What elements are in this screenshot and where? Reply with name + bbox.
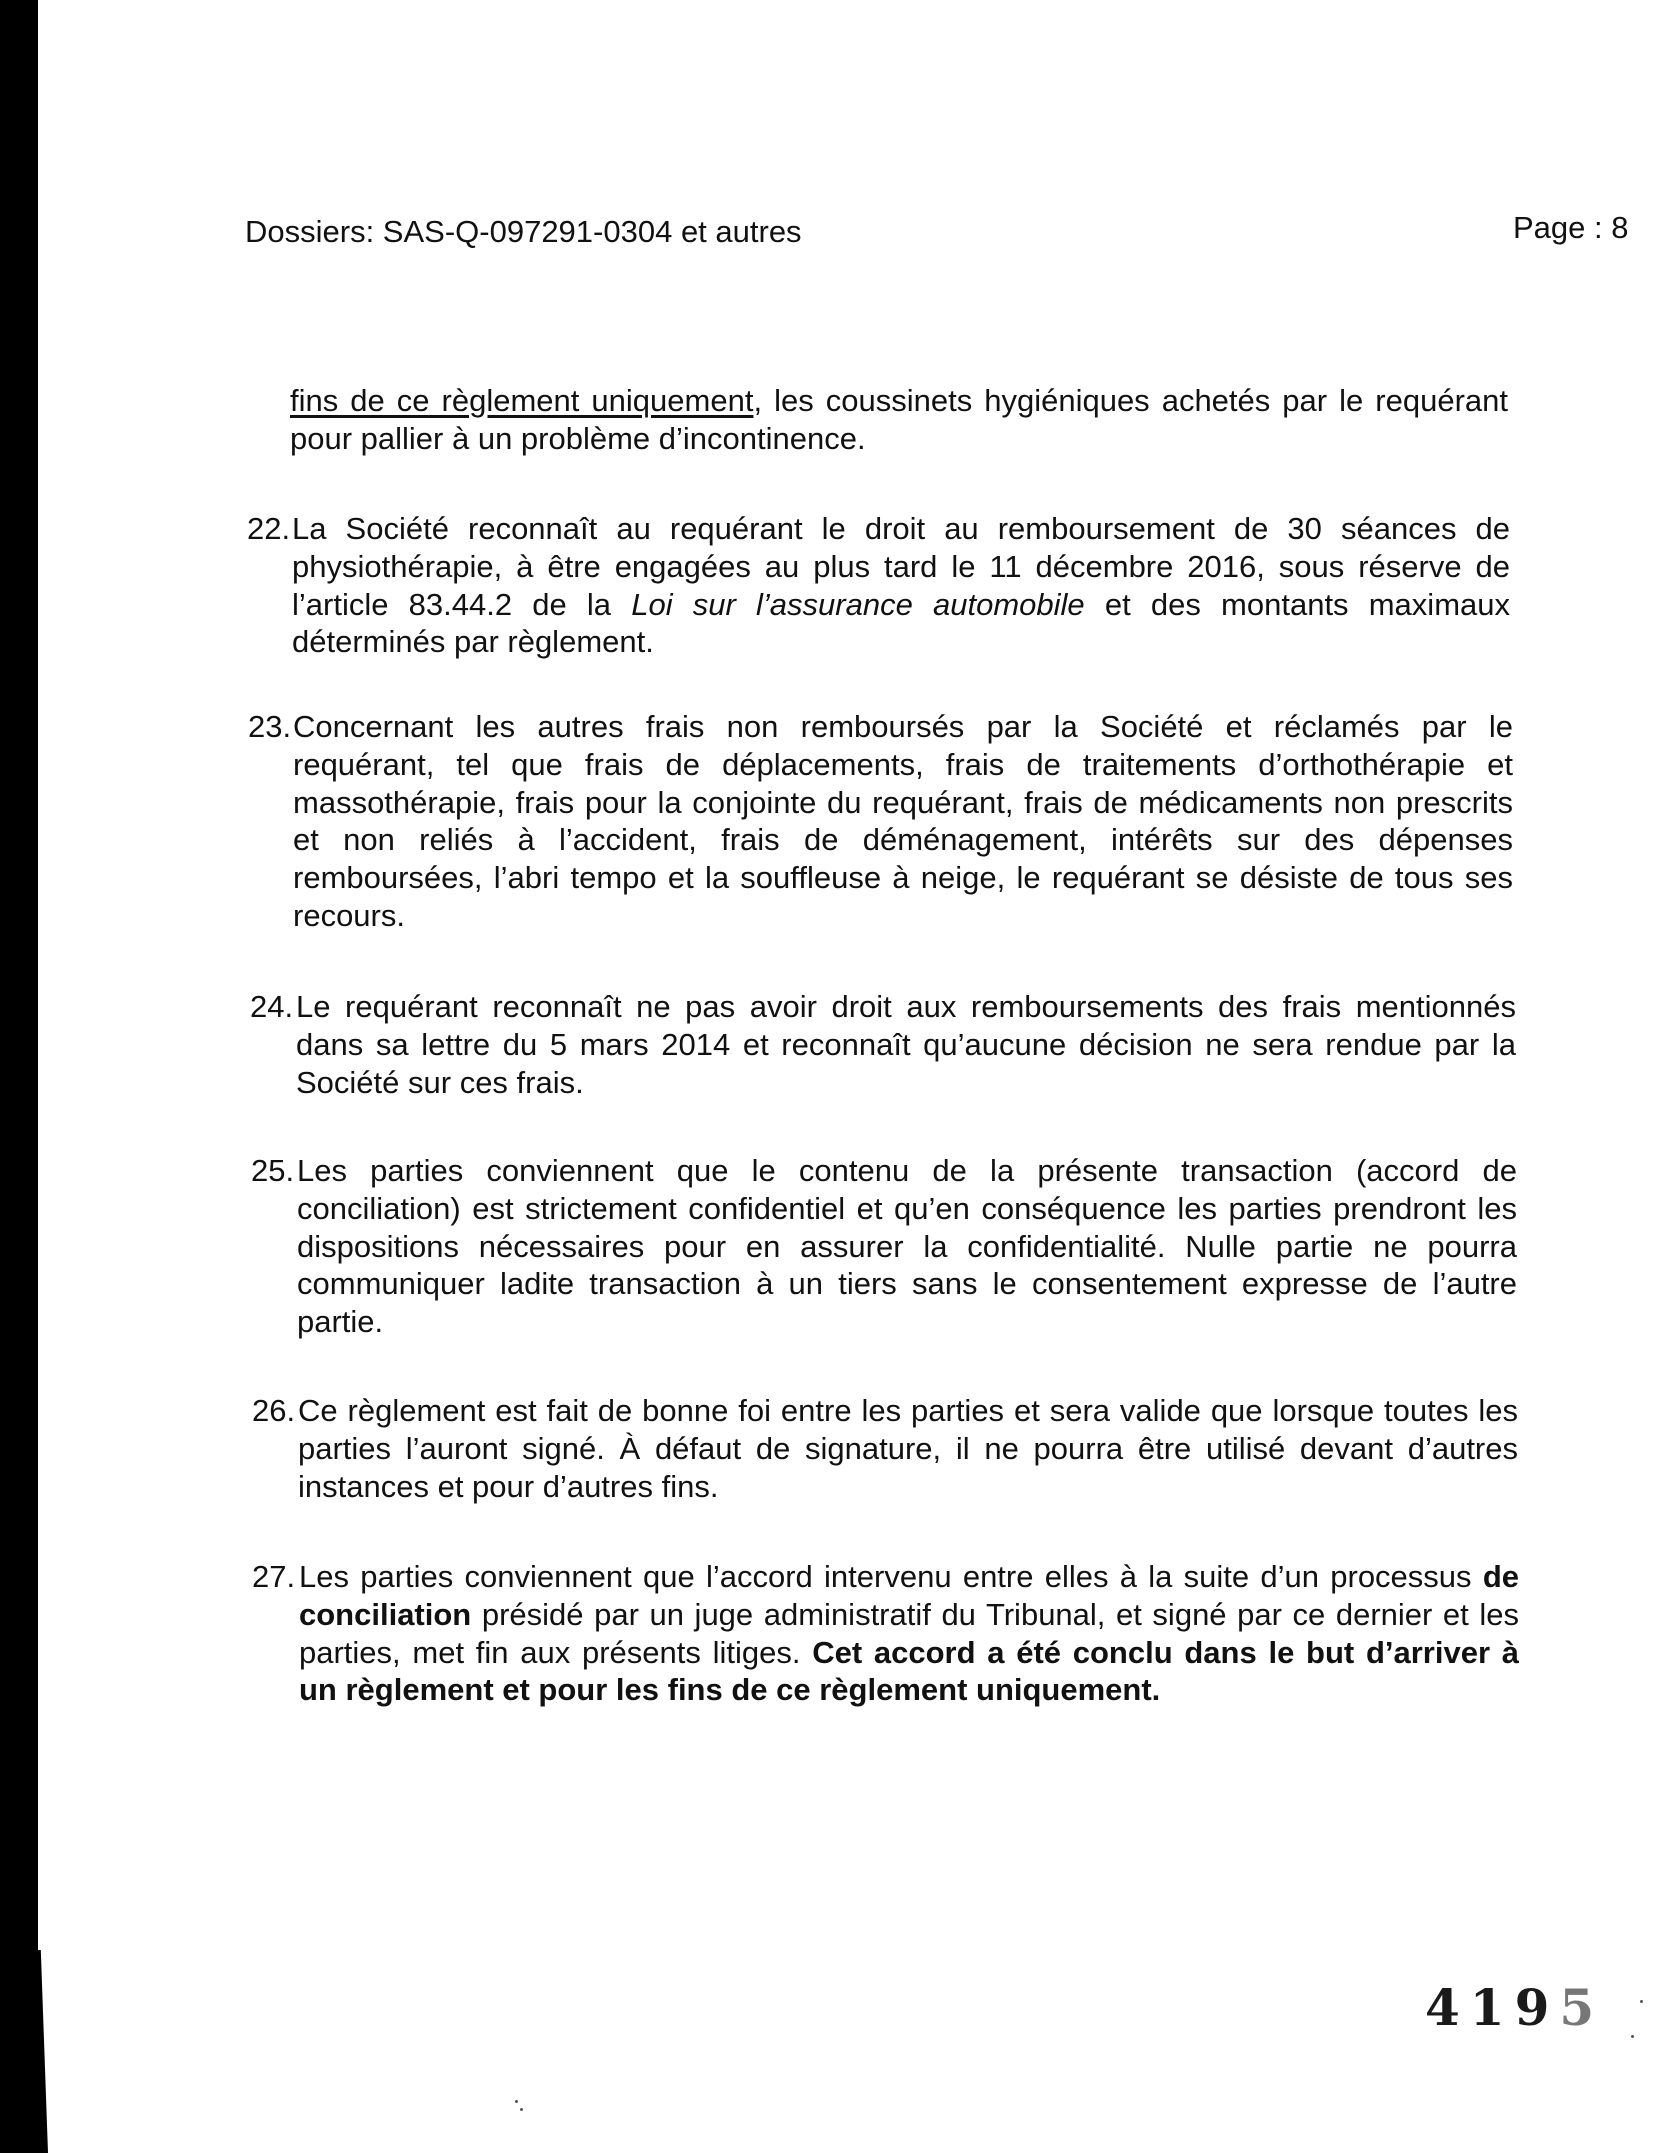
item-number: 26. (252, 1393, 296, 1428)
item-27 (299, 1558, 1519, 1709)
item-line: requérant, tel que frais de déplacements, frais de traitements d’orthothérapie et (293, 746, 1513, 782)
intro-line-1 (290, 382, 1508, 420)
item-line (299, 1634, 1519, 1672)
item-line: recours. (293, 897, 405, 933)
bold-run: Cet accord a été conclu dans le but d’arriver à (812, 1634, 1519, 1670)
text-run: parties, met fin aux présents litiges. (299, 1634, 813, 1670)
item-line: physiothérapie, à être engagées au plus tard le 11 décembre 2016, sous réserve de (292, 548, 1510, 584)
item-line: déterminés par règlement. (292, 624, 654, 660)
dossier-reference: Dossiers: SAS-Q-097291-0304 et autres (245, 214, 802, 249)
item-number: 27. (252, 1559, 296, 1594)
item-line: Ce règlement est fait de bonne foi entre les parties et sera valide que lorsque toutes les (298, 1393, 1518, 1428)
item-line (299, 1558, 1519, 1596)
item-line: dispositions nécessaires pour en assurer la confidentialité. Nulle partie ne pourra (297, 1228, 1517, 1264)
item-26 (298, 1392, 1518, 1505)
item-number: 22. (247, 511, 291, 546)
item-line: massothérapie, frais pour la conjointe du requérant, frais de médicaments non prescrits (293, 784, 1513, 820)
item-line: partie. (297, 1304, 384, 1340)
stamp-digits: 419 (1425, 1978, 1560, 2037)
text-run: et des montants maximaux (1084, 586, 1510, 622)
item-line: et non reliés à l’accident, frais de déménagement, intérêts sur des dépenses (293, 822, 1513, 858)
item-line: communiquer ladite transaction à un tiers sans le consentement expresse de l’autre (297, 1266, 1517, 1302)
item-line: La Société reconnaît au requérant le droit au remboursement de 30 séances de (292, 511, 1510, 546)
item-line: conciliation) est strictement confidentiel et qu’en conséquence les parties prendront les (297, 1190, 1517, 1226)
text-run: Les parties conviennent que l’accord intervenu entre elles à la suite d’un processus (299, 1559, 1483, 1594)
item-line: Les parties conviennent que le contenu de la présente transaction (accord de (297, 1153, 1517, 1188)
scan-speck (1631, 2035, 1634, 2038)
intro-line-1-rest: , les coussinets hygiéniques achetés par le requérant (753, 383, 1508, 418)
text-run: présidé par un juge administratif du Tribunal, et signé par ce dernier et les (471, 1596, 1519, 1632)
intro-paragraph (290, 382, 1508, 458)
item-23 (293, 708, 1513, 935)
item-line: un règlement et pour les fins de ce règlement uniquement. (299, 1672, 1161, 1708)
item-line: dans sa lettre du 5 mars 2014 et reconnaît qu’aucune décision ne sera rendue par la (296, 1026, 1516, 1062)
intro-line-2: pour pallier à un problème d’incontinence. (290, 420, 866, 456)
stamp-faint-digit: 5 (1559, 1978, 1605, 2037)
scan-edge-shadow-tail (36, 1950, 48, 2153)
item-number: 23. (248, 709, 292, 744)
scan-speck (520, 2108, 523, 2111)
page-number: Page : 8 (1513, 210, 1629, 245)
text-run: l’article 83.44.2 de la (292, 586, 632, 622)
underlined-phrase: fins de ce règlement uniquement (290, 383, 754, 418)
scan-speck (515, 2100, 518, 2103)
item-line: remboursées, l’abri tempo et la souffleuse à neige, le requérant se désiste de tous ses (293, 860, 1513, 896)
item-22 (292, 510, 1510, 661)
item-number: 25. (251, 1153, 295, 1188)
scan-edge-shadow (0, 0, 38, 2153)
law-title: Loi sur l’assurance automobile (631, 586, 1085, 622)
scan-speck (1640, 2000, 1643, 2003)
item-line (292, 586, 1510, 624)
bold-run: de (1482, 1559, 1519, 1594)
stamped-page-number (1425, 1978, 1604, 2037)
item-25 (297, 1152, 1517, 1341)
bold-run: conciliation (299, 1596, 472, 1632)
item-line: Le requérant reconnaît ne pas avoir droit aux remboursements des frais mentionnés (296, 989, 1516, 1024)
item-line: instances et pour d’autres fins. (298, 1468, 719, 1504)
item-line: Concernant les autres frais non remboursés par la Société et réclamés par le (293, 709, 1513, 744)
item-line: parties l’auront signé. À défaut de signature, il ne pourra être utilisé devant d’autres (298, 1430, 1518, 1466)
item-line (299, 1596, 1519, 1634)
item-line: Société sur ces frais. (296, 1064, 584, 1100)
item-number: 24. (250, 989, 294, 1024)
item-24 (296, 988, 1516, 1101)
